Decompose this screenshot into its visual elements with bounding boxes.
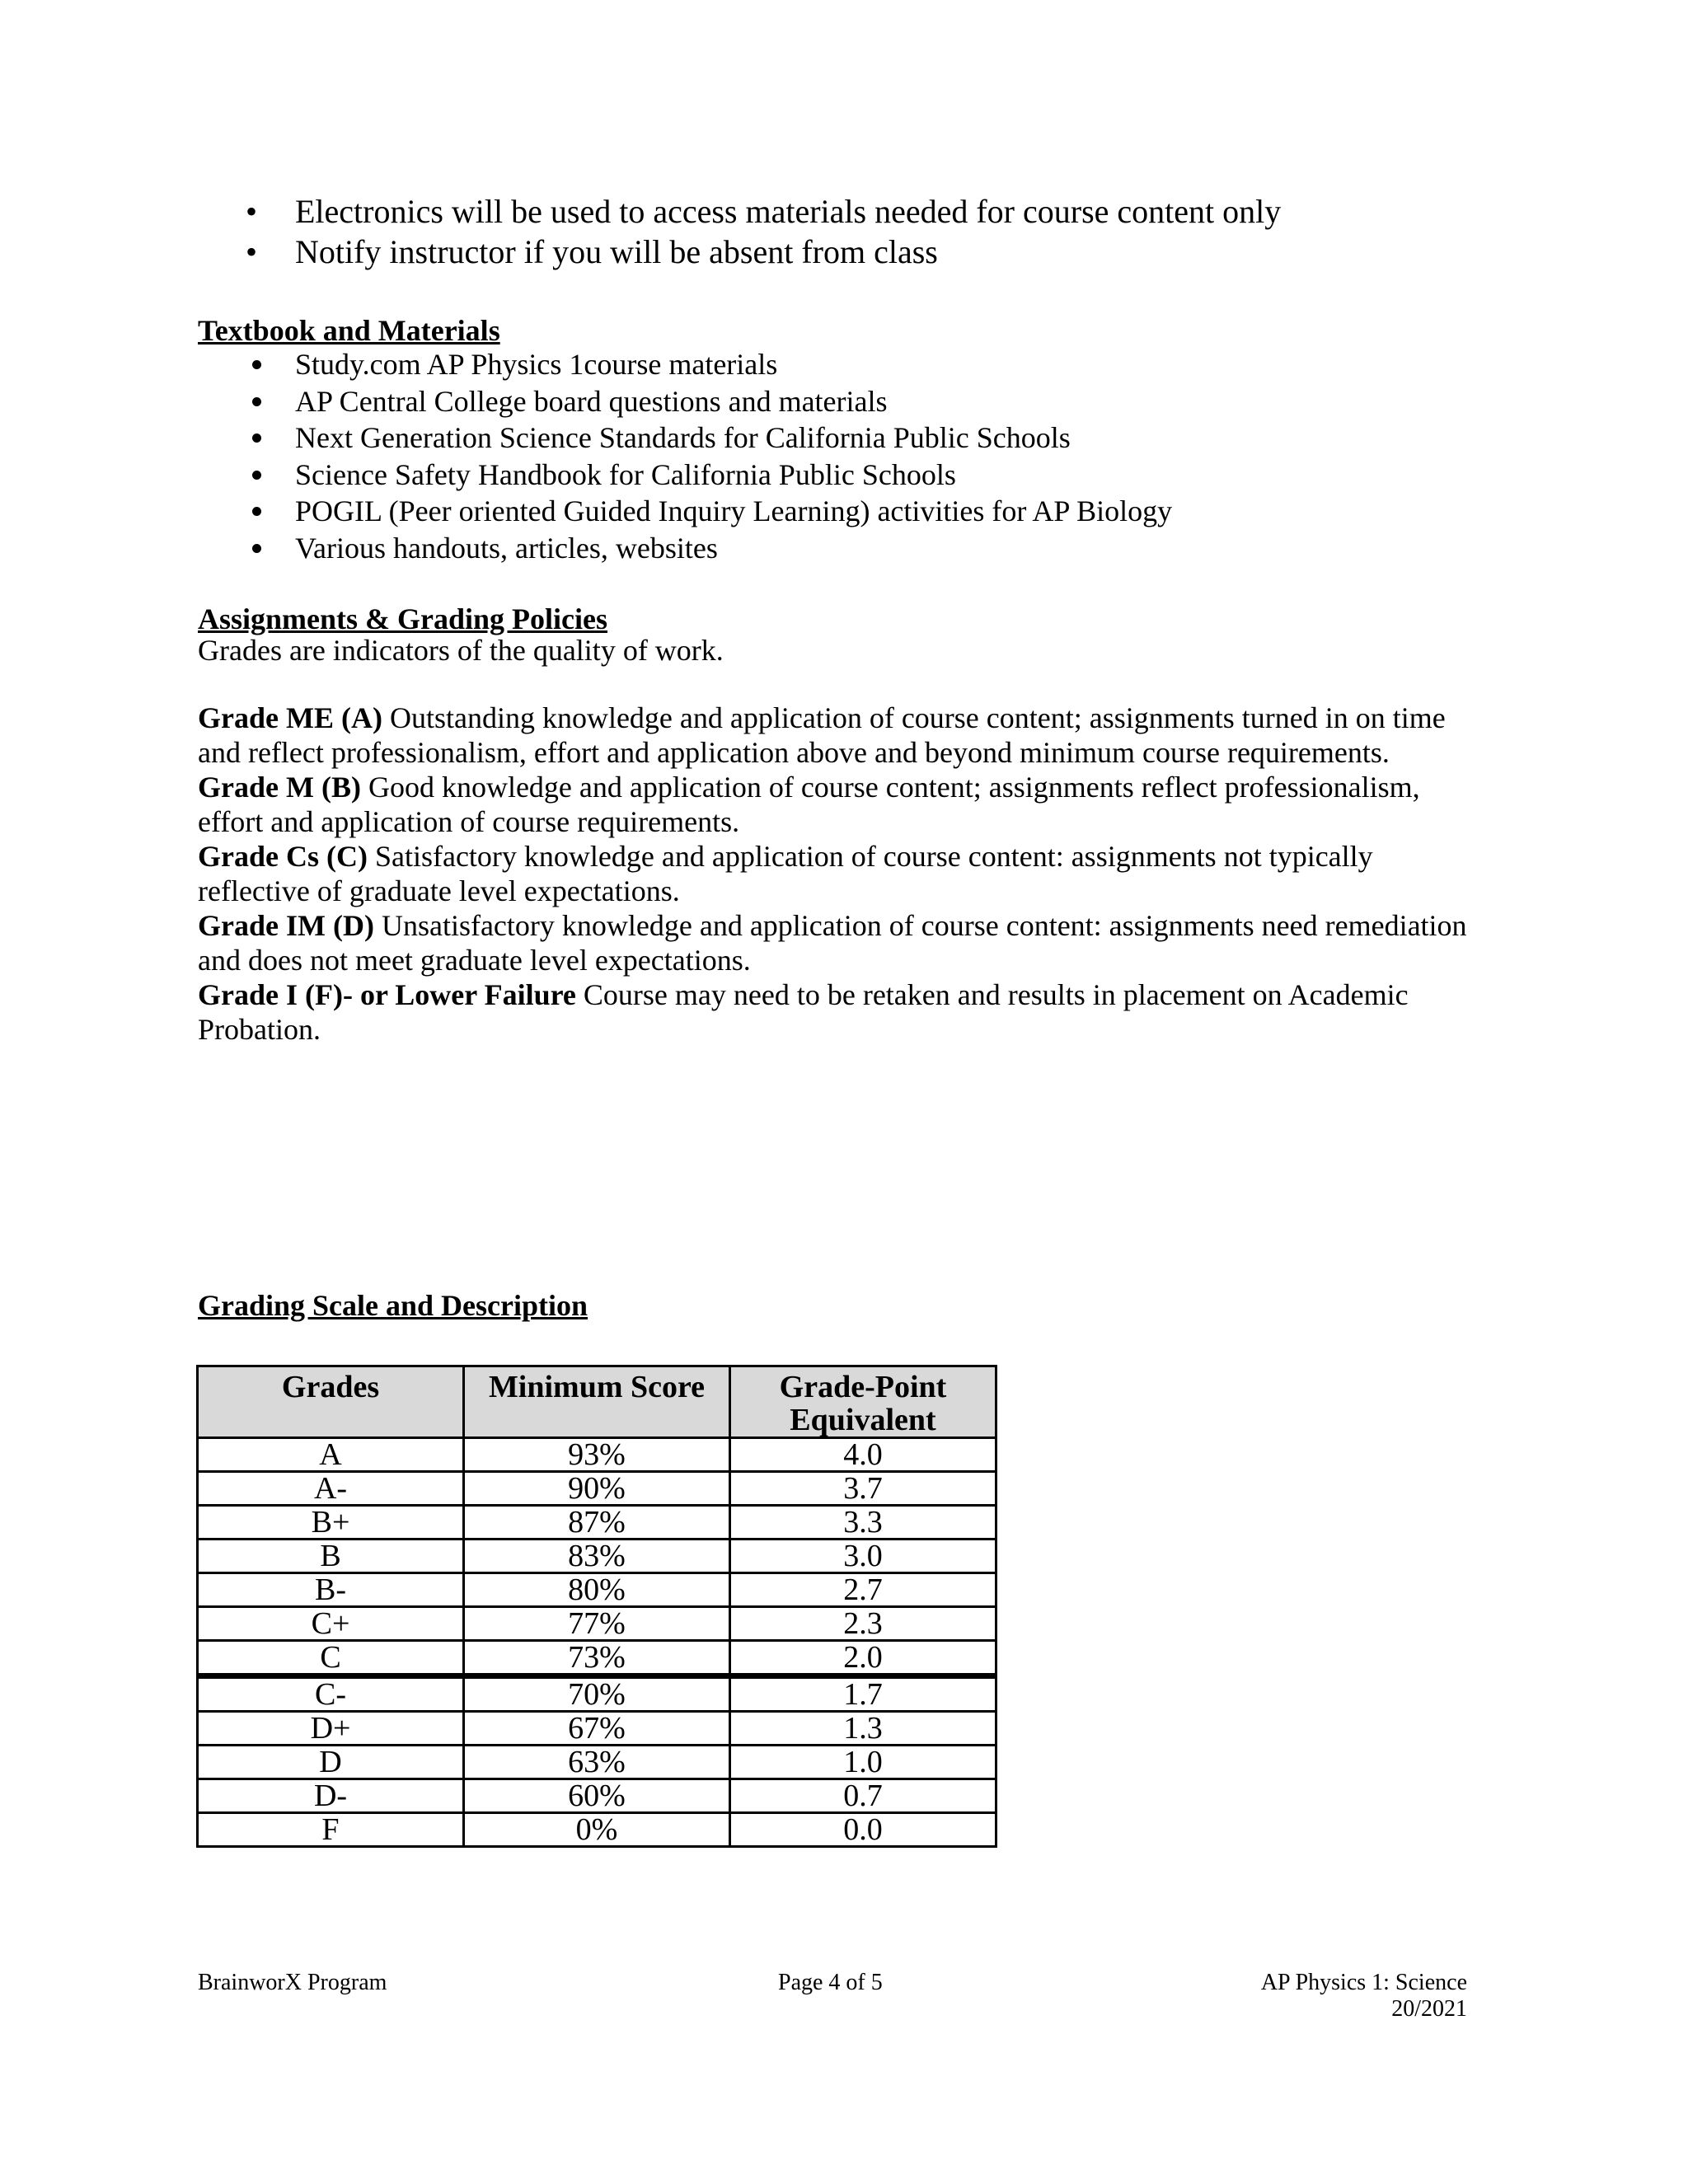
materials-list <box>232 346 1592 567</box>
materials-heading: Textbook and Materials <box>198 314 500 347</box>
grade-descriptions <box>198 701 1484 1047</box>
table-row <box>198 1472 996 1506</box>
grade-label: Grade M (B) <box>198 771 361 804</box>
gpa-cell: 1.0 <box>730 1746 996 1779</box>
bullet-icon <box>252 434 261 443</box>
footer-year: 20/2021 <box>1391 1996 1467 2022</box>
grade-cell: C- <box>198 1676 464 1712</box>
min-score-cell: 80% <box>464 1573 730 1607</box>
bullet-icon <box>252 471 261 480</box>
grade-cell: C <box>198 1641 464 1676</box>
grade-cell: D+ <box>198 1712 464 1746</box>
grade-label: Grade I (F)- or Lower Failure <box>198 978 576 1011</box>
table-row <box>198 1641 996 1676</box>
conduct-list <box>232 191 1592 272</box>
grade-description: Grade M (B) Good knowledge and application of course content; assignments reflect professionalism, effort and application of course requirements. <box>198 771 1420 838</box>
grade-cell: A <box>198 1438 464 1472</box>
gpa-cell: 0.7 <box>730 1779 996 1813</box>
table-row <box>198 1438 996 1472</box>
gpa-cell: 3.0 <box>730 1540 996 1573</box>
list-item: Next Generation Science Standards for California Public Schools <box>232 419 1592 457</box>
footer-course: AP Physics 1: Science <box>1260 1970 1467 1995</box>
bullet-icon: • <box>246 193 258 230</box>
footer-right <box>1261 1970 1467 2022</box>
gpa-cell: 3.3 <box>730 1506 996 1540</box>
min-score-cell: 63% <box>464 1746 730 1779</box>
table-row <box>198 1779 996 1813</box>
bullet-icon <box>252 397 261 406</box>
gpa-cell: 0.0 <box>730 1813 996 1847</box>
list-item: • Electronics will be used to access materials needed for course content only <box>246 193 1282 230</box>
grading-scale-table <box>196 1365 997 1848</box>
table-row <box>198 1607 996 1641</box>
assignments-heading: Assignments & Grading Policies <box>198 602 608 635</box>
grade-cell: D <box>198 1746 464 1779</box>
table-row <box>198 1540 996 1573</box>
min-score-cell: 83% <box>464 1540 730 1573</box>
grade-description: Grade Cs (C) Satisfactory knowledge and application of course content: assignments not typically reflective of graduate level expectations. <box>198 840 1373 907</box>
grade-cell: F <box>198 1813 464 1847</box>
gpa-cell: 2.0 <box>730 1641 996 1676</box>
list-item: Various handouts, articles, websites <box>232 530 1592 567</box>
footer-page-number: Page 4 of 5 <box>778 1970 883 1995</box>
grade-cell: A- <box>198 1472 464 1506</box>
grade-cell: D- <box>198 1779 464 1813</box>
grade-cell: C+ <box>198 1607 464 1641</box>
grade-description: Grade ME (A) Outstanding knowledge and application of course content; assignments turned in on time and reflect professionalism, effort and application above and beyond minimum course requirements. <box>198 701 1446 769</box>
column-header: Minimum Score <box>464 1366 730 1438</box>
list-item: POGIL (Peer oriented Guided Inquiry Learning) activities for AP Biology <box>232 493 1592 530</box>
table-row <box>198 1506 996 1540</box>
gpa-cell: 1.3 <box>730 1712 996 1746</box>
gpa-cell: 3.7 <box>730 1472 996 1506</box>
table-header-row <box>198 1366 996 1438</box>
min-score-cell: 70% <box>464 1676 730 1712</box>
grade-cell: B- <box>198 1573 464 1607</box>
list-item: • Notify instructor if you will be absent from class <box>246 233 938 270</box>
min-score-cell: 93% <box>464 1438 730 1472</box>
list-item: Study.com AP Physics 1course materials <box>232 346 1592 383</box>
table-row <box>198 1813 996 1847</box>
min-score-cell: 67% <box>464 1712 730 1746</box>
footer-left: BrainworX Program <box>198 1970 387 1995</box>
min-score-cell: 0% <box>464 1813 730 1847</box>
grade-cell: B <box>198 1540 464 1573</box>
min-score-cell: 60% <box>464 1779 730 1813</box>
grade-description: Grade I (F)- or Lower Failure Course may need to be retaken and results in placement on Academic Probation. <box>198 978 1409 1046</box>
table-row <box>198 1746 996 1779</box>
grade-description: Grade IM (D) Unsatisfactory knowledge and application of course content: assignments need remediation and does not meet graduate level expectations. <box>198 909 1467 977</box>
grade-label: Grade Cs (C) <box>198 840 368 873</box>
grade-label: Grade ME (A) <box>198 701 382 734</box>
min-score-cell: 87% <box>464 1506 730 1540</box>
min-score-cell: 77% <box>464 1607 730 1641</box>
table-row <box>198 1676 996 1712</box>
min-score-cell: 90% <box>464 1472 730 1506</box>
assignments-intro: Grades are indicators of the quality of work. <box>198 634 724 667</box>
list-item: Science Safety Handbook for California Public Schools <box>232 457 1592 494</box>
gpa-cell: 1.7 <box>730 1676 996 1712</box>
list-item: AP Central College board questions and materials <box>232 383 1592 420</box>
scale-heading: Grading Scale and Description <box>198 1289 588 1322</box>
grade-cell: B+ <box>198 1506 464 1540</box>
table-row <box>198 1712 996 1746</box>
bullet-icon <box>252 544 261 553</box>
column-header: Grades <box>198 1366 464 1438</box>
gpa-cell: 2.3 <box>730 1607 996 1641</box>
table-row <box>198 1573 996 1607</box>
bullet-icon <box>252 360 261 369</box>
grade-label: Grade IM (D) <box>198 909 374 942</box>
column-header: Grade-Point Equivalent <box>730 1366 996 1438</box>
gpa-cell: 2.7 <box>730 1573 996 1607</box>
bullet-icon <box>252 507 261 516</box>
bullet-icon: • <box>246 233 258 270</box>
gpa-cell: 4.0 <box>730 1438 996 1472</box>
min-score-cell: 73% <box>464 1641 730 1676</box>
